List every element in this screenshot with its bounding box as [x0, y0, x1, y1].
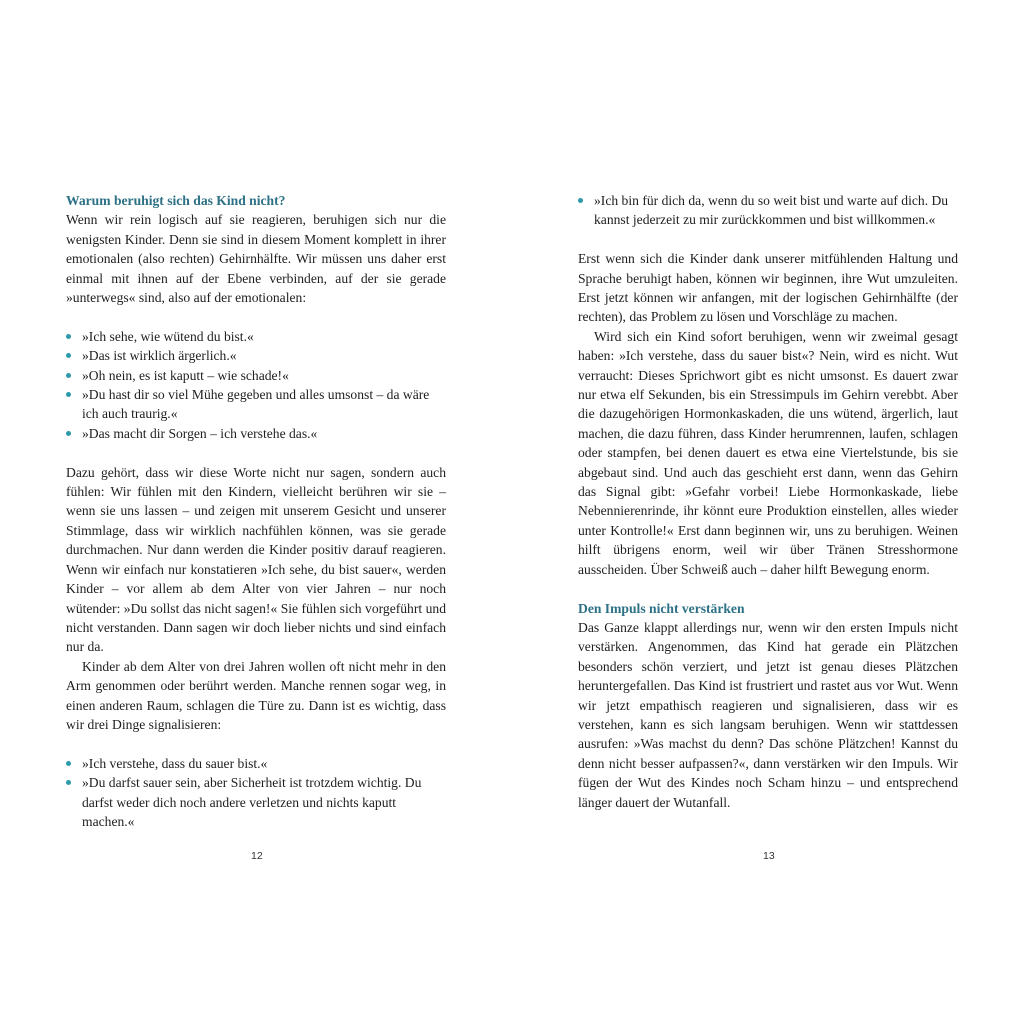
bullet-list: [66, 327, 446, 443]
bullet-item: »Du hast dir so viel Mühe gegeben und alles umsonst – da wäre ich auch traurig.«: [66, 385, 446, 424]
paragraph: Wird sich ein Kind sofort beruhigen, wenn wir zweimal gesagt haben: »Ich verstehe, dass du sauer bist«? Nein, wird es nicht. Wut verraucht: Dieses Sprichwort gibt es nicht umsonst. Es dauert zwar nur etwa elf Sekunden, bis ein Stressimpuls im Gehirn verebbt. Aber die dazugehörigen Hormonkaskaden, die uns wütend, ärgerlich, laut machen, die dazu führen, dass Kinder herumrennen, laufen, schlagen oder stampfen, bei denen dauert es etwa eine Viertelstunde, bis sie abgebaut sind. Und auch das geschieht erst dann, wenn das Gehirn das Signal gibt: »Gefahr vorbei! Liebe Hormonkaskade, liebe Nebennierenrinde, ihr könnt eure Produktion einstellen, alles wieder unter Kontrolle!« Erst dann beginnen wir, uns zu beruhigen. Weinen hilft übrigens enorm, weil wir über Tränen Stresshormone ausscheiden. Über Schweiß auch – daher hilft Bewegung enorm.: [578, 328, 958, 577]
bullet-icon: [66, 761, 71, 766]
bullet-icon: [578, 198, 583, 203]
bullet-icon: [66, 780, 71, 785]
page-number: 12: [251, 850, 263, 862]
paragraph: Erst wenn sich die Kinder dank unserer mitfühlenden Haltung und Sprache beruhigt haben, können wir beginnen, ihre Wut umzuleiten. Erst jetzt können wir anfangen, mit der logischen Gehirnhälfte (der rechten), das Problem zu lösen und Vorschläge zu machen.: [578, 251, 958, 325]
paragraph: Das Ganze klappt allerdings nur, wenn wir den ersten Impuls nicht verstärken. Angenommen, das Kind hat gerade ein Plätzchen besonders schön verziert, und jetzt ist genau dieses Plätzchen heruntergefallen. Das Kind ist frustriert und rastet aus vor Wut. Wenn wir jetzt empathisch reagieren und signalisieren, dass wir es verstehen, kann es sich langsam beruhigen. Wenn wir stattdessen ausrufen: »Was machst du denn? Das schöne Plätzchen! Kannst du denn nicht besser aufpassen?«, dann verstärken wir den Impuls. Wir fügen der Wut des Kindes noch Scham hinzu – und entsprechend länger dauert der Wutanfall.: [578, 619, 958, 810]
bullet-icon: [66, 392, 71, 397]
bullet-item: »Das macht dir Sorgen – ich verstehe das.«: [66, 424, 446, 443]
left-page: [66, 191, 446, 831]
bullet-icon: [66, 431, 71, 436]
bullet-item: »Oh nein, es ist kaputt – wie schade!«: [66, 366, 446, 385]
bullet-item: »Du darfst sauer sein, aber Sicherheit ist trotzdem wichtig. Du darfst weder dich noch andere verletzen und nichts kaputt machen.«: [66, 773, 446, 831]
bullet-icon: [66, 373, 71, 378]
section-heading: Warum beruhigt sich das Kind nicht?: [66, 193, 286, 208]
bullet-item: »Das ist wirklich ärgerlich.«: [66, 346, 446, 365]
bullet-item: »Ich verstehe, dass du sauer bist.«: [66, 754, 446, 773]
bullet-item: »Ich bin für dich da, wenn du so weit bist und warte auf dich. Du kannst jederzeit zu mir zurückkommen und bist willkommen.«: [578, 191, 958, 230]
paragraph: Wenn wir rein logisch auf sie reagieren, beruhigen sich nur die wenigsten Kinder. Denn sie sind in diesem Moment komplett in ihrer emotionalen (also rechten) Gehirnhälfte. Wir müssen uns daher erst einmal mit ihnen auf der Ebene verbinden, auf der sie gerade »unterwegs« sind, also auf der emotionalen:: [66, 212, 446, 306]
bullet-list: [66, 754, 446, 832]
bullet-icon: [66, 334, 71, 339]
bullet-icon: [66, 353, 71, 358]
section-heading: Den Impuls nicht verstärken: [578, 600, 745, 616]
right-page: [578, 191, 958, 812]
bullet-item: »Ich sehe, wie wütend du bist.«: [66, 327, 446, 346]
bullet-list: [578, 191, 958, 230]
paragraph: Kinder ab dem Alter von drei Jahren wollen oft nicht mehr in den Arm genommen oder berührt werden. Manche rennen sogar weg, in einen anderen Raum, schlagen die Türe zu. Dann ist es wichtig, dass wir drei Dinge signalisieren:: [66, 658, 446, 732]
paragraph: Dazu gehört, dass wir diese Worte nicht nur sagen, sondern auch fühlen: Wir fühlen mit den Kindern, vielleicht berühren wir sie – wenn sie uns lassen – und zeigen mit unserem Gesicht und unserer Stimmlage, dass wir wirklich nachfühlen können, was sie gerade durchmachen. Nur dann werden die Kinder positiv darauf reagieren. Wenn wir einfach nur konstatieren »Ich sehe, du bist sauer«, werden Kinder – vor allem ab dem Alter von vier Jahren – nur noch wütender: »Du sollst das nicht sagen!« Sie fühlen sich vorgeführt und nicht verstanden. Dann sagen wir doch lieber nichts und sind einfach nur da.: [66, 464, 446, 655]
page-number: 13: [763, 850, 775, 862]
